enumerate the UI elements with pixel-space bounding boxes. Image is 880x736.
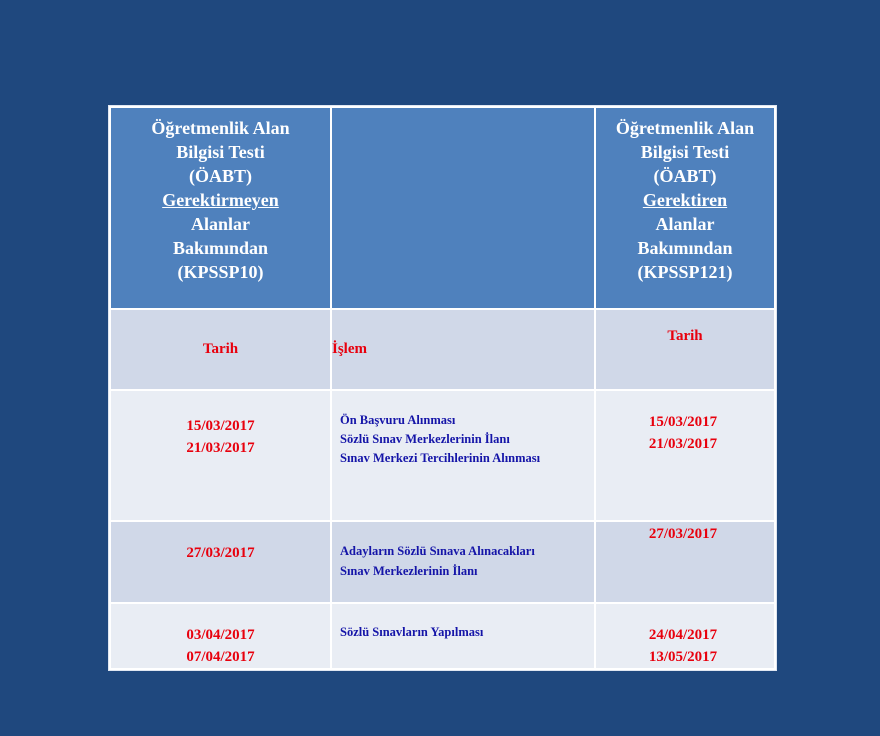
header-right-line6: Bakımından (637, 238, 733, 258)
header-middle-cell (331, 107, 595, 309)
header-right-underlined: Gerektiren (642, 190, 728, 210)
row1-right-dates-cell (595, 390, 775, 521)
row1-left-date-2: 21/03/2017 (186, 440, 255, 456)
row1-left-date-1: 15/03/2017 (186, 418, 255, 434)
header-right-line2: Bilgisi Testi (640, 142, 730, 162)
row3-left-date-2: 07/04/2017 (186, 649, 255, 665)
header-right-cell (595, 107, 775, 309)
row1-right-date-1: 15/03/2017 (648, 414, 718, 430)
header-left-cell (110, 107, 331, 309)
header-row (110, 107, 775, 309)
row3-left-dates-cell (110, 603, 331, 669)
row2-left-date-1: 27/03/2017 (186, 545, 255, 561)
row2-action-2: Sınav Merkezlerinin İlanı (340, 564, 478, 578)
row2-action-1: Adayların Sözlü Sınava Alınacakları (340, 544, 535, 558)
header-left-line3: (ÖABT) (189, 166, 252, 186)
header-left-line5: Alanlar (190, 214, 250, 234)
column-label-row (110, 309, 775, 390)
row2-actions-cell (331, 521, 595, 603)
row2-right-date-1: 27/03/2017 (648, 526, 718, 542)
row1-left-dates-cell (110, 390, 331, 521)
row1-actions-cell (331, 390, 595, 521)
header-left-underlined: Gerektirmeyen (162, 190, 279, 210)
row2-left-dates-cell (110, 521, 331, 603)
row3-actions-cell (331, 603, 595, 669)
row3-action-1: Sözlü Sınavların Yapılması (340, 625, 484, 639)
row1-action-1: Ön Başvuru Alınması (340, 413, 456, 427)
row3-left-date-1: 03/04/2017 (186, 627, 255, 643)
row3-right-date-2: 13/05/2017 (648, 649, 718, 665)
column-label-left-date: Tarih (110, 309, 331, 390)
header-right-line1: Öğretmenlik Alan (615, 118, 755, 138)
header-right-line7: (KPSSP121) (637, 262, 733, 282)
header-right-line5: Alanlar (655, 214, 715, 234)
header-middle-text (332, 108, 594, 116)
exam-schedule-table (109, 106, 776, 670)
table-row (110, 521, 775, 603)
row1-right-date-2: 21/03/2017 (648, 436, 718, 452)
table-row (110, 603, 775, 669)
row1-action-2: Sözlü Sınav Merkezlerinin İlanı (340, 432, 510, 446)
header-left-line2: Bilgisi Testi (176, 142, 265, 162)
row1-action-3: Sınav Merkezi Tercihlerinin Alınması (340, 451, 541, 465)
column-label-action: İşlem (331, 309, 595, 390)
row3-right-dates-cell (595, 603, 775, 669)
header-left-line7: (KPSSP10) (177, 262, 264, 282)
table-row (110, 390, 775, 521)
header-left-line6: Bakımından (172, 238, 269, 258)
header-right-line3: (ÖABT) (653, 166, 717, 186)
row2-right-dates-cell (595, 521, 775, 603)
header-left-line1: Öğretmenlik Alan (151, 118, 290, 138)
column-label-right-date: Tarih (595, 309, 775, 390)
row3-right-date-1: 24/04/2017 (648, 627, 718, 643)
